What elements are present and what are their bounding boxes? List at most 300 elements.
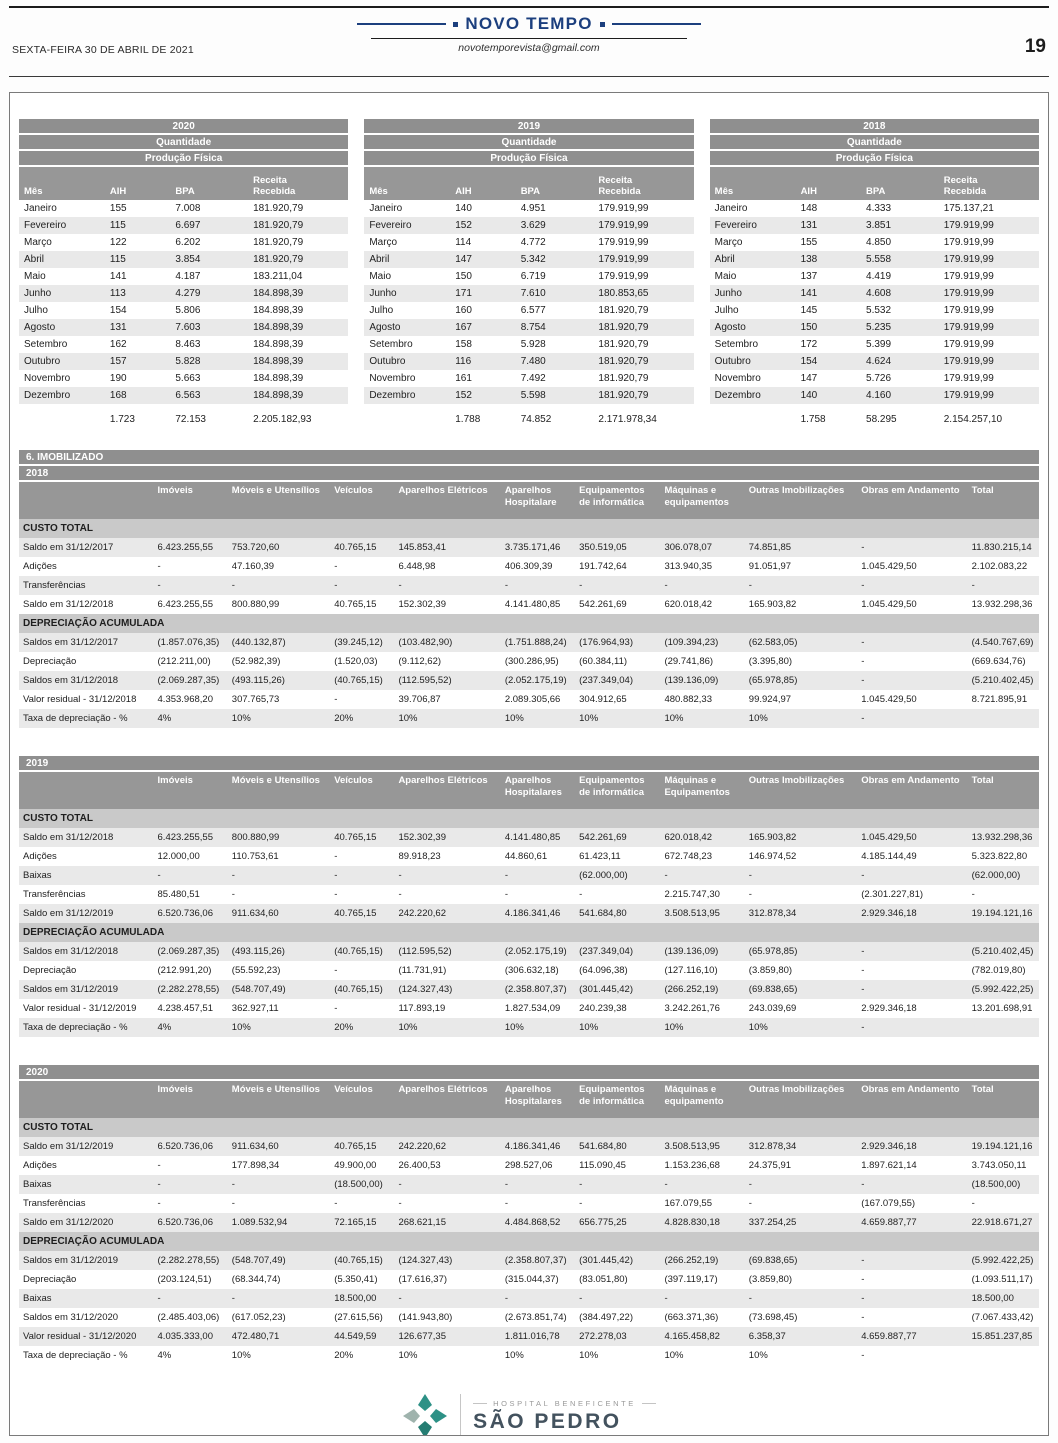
month-cell: 4.160: [861, 387, 939, 404]
value-cell: 4.141.480,85: [504, 599, 561, 610]
value-cell: -: [861, 1350, 865, 1361]
producao-fisica-bar: Produção Física: [710, 151, 1039, 165]
month-cell: Agosto: [19, 319, 105, 336]
value-cell: 4.659.887,77: [857, 1327, 967, 1346]
value-cell: (141.943,80): [398, 1312, 453, 1323]
imob-column-header: Imóveis: [154, 772, 228, 809]
imob-data-row: [19, 538, 1039, 557]
value-cell: 10%: [228, 1018, 330, 1037]
month-cell: 181.920,79: [248, 217, 348, 234]
month-row: [364, 200, 693, 217]
month-cell: 141: [109, 271, 127, 282]
value-cell: 115.090,45: [579, 1160, 626, 1171]
imob-data-row: [19, 671, 1039, 690]
value-cell: 242.220,62: [394, 904, 500, 923]
month-cell: Julho: [714, 305, 739, 316]
row-label: Adições: [23, 1160, 57, 1171]
row-label: Baixas: [19, 1175, 154, 1194]
value-cell: -: [579, 1198, 583, 1209]
value-cell: 99.924,97: [748, 694, 792, 705]
value-cell: 10%: [745, 709, 857, 728]
month-cell: 8.754: [516, 319, 594, 336]
month-cell: 137: [800, 271, 818, 282]
value-cell: 10%: [575, 1018, 660, 1037]
imob-data-row: [19, 557, 1039, 576]
content-box: [9, 92, 1049, 1436]
value-cell: 1.045.429,50: [861, 694, 917, 705]
total-cell: 1.758: [800, 414, 826, 425]
month-cell: 181.920,79: [253, 203, 304, 214]
month-cell: 5.558: [861, 251, 939, 268]
value-cell: (266.252,19): [660, 980, 744, 999]
month-cell: 5.532: [866, 305, 892, 316]
month-cell: Maio: [24, 271, 46, 282]
value-cell: (663.371,36): [664, 1312, 719, 1323]
value-cell: 22.918.671,27: [968, 1213, 1039, 1232]
value-cell: -: [861, 1312, 865, 1323]
value-cell: (5.992.422,25): [968, 1251, 1039, 1270]
row-label: Saldos em 31/12/2019: [19, 1251, 154, 1270]
month-row: [364, 370, 693, 387]
value-cell: 1.811.016,78: [501, 1327, 575, 1346]
value-cell: -: [228, 866, 330, 885]
month-row: [19, 285, 348, 302]
value-cell: 13.932.298,36: [968, 828, 1039, 847]
month-cell: 5.342: [516, 251, 594, 268]
month-cell: 181.920,79: [593, 319, 693, 336]
total-cell: [710, 404, 796, 428]
value-cell: 542.261,69: [579, 599, 627, 610]
value-cell: 152.302,39: [394, 828, 500, 847]
hospital-subtitle: HOSPITAL BENEFICENTE: [493, 1398, 636, 1408]
imob-year-bar: 2018: [19, 466, 1039, 480]
value-cell: -: [857, 1018, 967, 1037]
month-cell: Março: [714, 237, 743, 248]
value-cell: 117.893,19: [398, 1003, 446, 1014]
value-cell: 6.520.736,06: [154, 1137, 228, 1156]
monthly-table-2020: [19, 119, 348, 428]
total-cell: 1.788: [455, 414, 481, 425]
imob-section-row: [19, 614, 1039, 633]
section-label: DEPRECIAÇÃO ACUMULADA: [19, 923, 1039, 942]
value-cell: (124.327,43): [394, 980, 500, 999]
month-cell: 181.920,79: [598, 339, 649, 350]
month-cell: Junho: [364, 285, 450, 302]
month-cell: 150: [796, 319, 861, 336]
month-row: [19, 370, 348, 387]
month-cell: 148: [800, 203, 818, 214]
total-cell: 72.153: [175, 414, 206, 425]
month-cell: Dezembro: [710, 387, 796, 404]
value-cell: -: [334, 1198, 338, 1209]
imob-label-column-header: [19, 772, 154, 809]
month-row: [19, 302, 348, 319]
imob-data-row: [19, 576, 1039, 595]
imobilizado-data-table: [19, 1081, 1039, 1365]
month-cell: 179.919,99: [939, 353, 1039, 370]
section-label: DEPRECIAÇÃO ACUMULADA: [19, 614, 1039, 633]
value-cell: (2.301.227,81): [861, 889, 924, 900]
value-cell: 350.519,05: [575, 538, 660, 557]
monthly-header-row: [19, 167, 348, 200]
imob-label-column-header: [19, 482, 154, 519]
value-cell: 40.765,15: [330, 1137, 394, 1156]
month-cell: 7.492: [520, 373, 546, 384]
value-cell: 18.500,00: [330, 1289, 394, 1308]
value-cell: (65.978,85): [745, 671, 857, 690]
value-cell: -: [861, 656, 865, 667]
value-cell: 10%: [501, 709, 575, 728]
month-cell: 3.854: [170, 251, 248, 268]
value-cell: 10%: [394, 709, 500, 728]
imobilizado-data-table: [19, 482, 1039, 728]
value-cell: 146.974,52: [748, 851, 797, 862]
producao-fisica-bar: Produção Física: [19, 151, 348, 165]
value-cell: 3.743.050,11: [971, 1160, 1027, 1171]
total-cell: [364, 404, 450, 428]
imob-data-row: [19, 1175, 1039, 1194]
imob-column-header: Máquinas e Equipamentos: [660, 772, 744, 809]
imob-data-row: [19, 847, 1039, 866]
total-cell: 2.171.978,34: [598, 414, 657, 425]
value-cell: (1.751.888,24): [501, 633, 575, 652]
value-cell: 240.239,38: [579, 1003, 627, 1014]
imob-column-header: Veículos: [330, 772, 394, 809]
row-label: Saldo em 31/12/2019: [19, 904, 154, 923]
row-label: Saldos em 31/12/2018: [19, 671, 154, 690]
value-cell: 40.765,15: [330, 828, 394, 847]
value-cell: 2.215.747,30: [664, 889, 720, 900]
imob-column-header: Aparelhos Hospitalares: [501, 772, 575, 809]
value-cell: (69.838,65): [745, 1251, 857, 1270]
value-cell: (27.615,56): [334, 1312, 383, 1323]
value-cell: (73.698,45): [748, 1312, 798, 1323]
imob-column-header: Total: [968, 1081, 1039, 1118]
month-cell: 179.919,99: [943, 305, 994, 316]
imob-column-header: Máquinas e equipamentos: [660, 482, 744, 519]
imob-column-header: Obras em Andamento: [857, 1081, 967, 1118]
value-cell: -: [154, 866, 228, 885]
value-cell: 13.201.698,91: [971, 1003, 1033, 1014]
masthead-rule-right: [612, 23, 701, 25]
value-cell: (40.765,15): [330, 980, 394, 999]
value-cell: 6.448,98: [398, 561, 436, 572]
month-cell: 7.480: [516, 353, 594, 370]
imob-data-row: [19, 942, 1039, 961]
monthly-data-table: [19, 167, 348, 428]
month-cell: Dezembro: [364, 387, 450, 404]
month-cell: 181.920,79: [598, 373, 649, 384]
value-cell: -: [857, 1175, 967, 1194]
imob-header-row: [19, 482, 1039, 519]
hospital-logo-text: [473, 1399, 656, 1434]
value-cell: -: [575, 576, 660, 595]
imob-data-row: [19, 1289, 1039, 1308]
imob-year-bar: 2020: [19, 1065, 1039, 1079]
value-cell: 10%: [745, 1018, 857, 1037]
value-cell: -: [157, 1198, 161, 1209]
month-cell: 4.279: [170, 285, 248, 302]
value-cell: 18.500,00: [968, 1289, 1039, 1308]
value-cell: (167.079,55): [861, 1198, 916, 1209]
value-cell: -: [971, 1198, 975, 1209]
imob-header-row: [19, 772, 1039, 809]
month-cell: 145: [800, 305, 818, 316]
month-row: [364, 319, 693, 336]
month-cell: Setembro: [714, 339, 759, 350]
value-cell: 91.051,97: [748, 561, 792, 572]
month-cell: Março: [369, 237, 398, 248]
month-cell: 180.853,65: [593, 285, 693, 302]
total-cell: 2.205.182,93: [253, 414, 312, 425]
month-cell: 6.697: [170, 217, 248, 234]
month-cell: 4.951: [520, 203, 546, 214]
value-cell: -: [745, 576, 857, 595]
month-cell: 7.603: [170, 319, 248, 336]
value-cell: -: [857, 671, 967, 690]
value-cell: 542.261,69: [575, 828, 660, 847]
column-header-label: BPA: [866, 186, 886, 197]
value-cell: (11.731,91): [398, 965, 447, 976]
month-cell: Janeiro: [714, 203, 748, 214]
imob-column-header: Outras Imobilizações: [745, 1081, 857, 1118]
month-cell: 5.806: [175, 305, 201, 316]
value-cell: -: [154, 1289, 228, 1308]
imob-column-header: Veículos: [330, 482, 394, 519]
value-cell: -: [748, 1198, 752, 1209]
value-cell: (2.052.175,19): [501, 942, 575, 961]
value-cell: 4.141.480,85: [501, 828, 575, 847]
value-cell: -: [157, 561, 161, 572]
value-cell: 4.353.968,20: [157, 694, 213, 705]
value-cell: 177.898,34: [231, 1160, 280, 1171]
imobilizado-data-table: [19, 772, 1039, 1037]
value-cell: (17.616,37): [398, 1274, 448, 1285]
row-label: Taxa de depreciação - %: [23, 1350, 128, 1361]
value-cell: 3.508.513,95: [660, 1137, 744, 1156]
month-cell: Fevereiro: [710, 217, 796, 234]
month-row: [19, 268, 348, 285]
month-cell: 179.919,99: [593, 251, 693, 268]
value-cell: 6.520.736,06: [154, 1213, 228, 1232]
month-cell: 167: [450, 319, 515, 336]
monthly-table-2018: [710, 119, 1039, 428]
value-cell: (40.765,15): [330, 1251, 394, 1270]
value-cell: -: [660, 1175, 744, 1194]
column-header-label: Receita Recebida: [943, 175, 986, 197]
value-cell: 10%: [660, 709, 744, 728]
value-cell: 167.079,55: [664, 1198, 712, 1209]
month-cell: 115: [105, 251, 170, 268]
imob-year-bar: 2019: [19, 756, 1039, 770]
imob-data-row: [19, 633, 1039, 652]
monthly-data-table: [710, 167, 1039, 428]
imob-data-row: [19, 904, 1039, 923]
month-cell: Abril: [19, 251, 105, 268]
imob-data-row: [19, 961, 1039, 980]
value-cell: 298.527,06: [504, 1160, 553, 1171]
month-cell: Novembro: [24, 373, 71, 384]
page-number: 19: [1024, 36, 1046, 57]
row-label: Saldo em 31/12/2017: [19, 538, 154, 557]
month-cell: 184.898,39: [248, 319, 348, 336]
month-cell: Julho: [369, 305, 394, 316]
month-cell: 184.898,39: [253, 305, 304, 316]
value-cell: 911.634,60: [228, 1137, 330, 1156]
imob-column-header: Imóveis: [154, 1081, 228, 1118]
total-cell: 74.852: [520, 414, 552, 425]
value-cell: (127.116,10): [664, 965, 718, 976]
value-cell: 672.748,23: [664, 851, 712, 862]
value-cell: 4.035.333,00: [154, 1327, 228, 1346]
value-cell: (548.707,49): [228, 980, 330, 999]
value-cell: 1.045.429,50: [861, 561, 917, 572]
value-cell: 44.549,59: [330, 1327, 394, 1346]
month-cell: Novembro: [369, 373, 416, 384]
value-cell: (301.445,42): [575, 980, 660, 999]
value-cell: 10%: [394, 1018, 500, 1037]
value-cell: (2.358.807,37): [501, 1251, 575, 1270]
quantidade-bar: Quantidade: [364, 135, 693, 149]
imob-data-row: [19, 980, 1039, 999]
value-cell: 3.735.171,46: [501, 538, 575, 557]
month-cell: 184.898,39: [248, 285, 348, 302]
value-cell: 4.659.887,77: [857, 1213, 967, 1232]
imob-data-row: [19, 1270, 1039, 1289]
month-cell: 184.898,39: [248, 387, 348, 404]
month-cell: 160: [455, 305, 472, 316]
value-cell: 4%: [157, 1350, 172, 1361]
imob-data-row: [19, 828, 1039, 847]
value-cell: 10%: [660, 1018, 744, 1037]
monthly-column-header: [710, 167, 796, 200]
imob-column-header: Móveis e Utensílios: [228, 482, 330, 519]
section-label: DEPRECIAÇÃO ACUMULADA: [19, 1232, 1039, 1251]
value-cell: 1.153.236,68: [664, 1160, 720, 1171]
value-cell: (18.500,00): [968, 1175, 1039, 1194]
value-cell: (300.286,95): [504, 656, 559, 667]
month-cell: 115: [105, 217, 170, 234]
value-cell: 39.706,87: [398, 694, 441, 705]
month-cell: Outubro: [364, 353, 450, 370]
imob-data-row: [19, 1018, 1039, 1037]
value-cell: (2.282.278,55): [154, 980, 228, 999]
value-cell: -: [154, 576, 228, 595]
imob-section-row: [19, 809, 1039, 828]
value-cell: (1.093.511,17): [971, 1274, 1033, 1285]
month-cell: 7.008: [175, 203, 201, 214]
value-cell: -: [501, 866, 575, 885]
year-header-bar: 2018: [710, 119, 1039, 133]
month-cell: 184.898,39: [248, 353, 348, 370]
value-cell: 12.000,00: [157, 851, 200, 862]
imob-data-row: [19, 1346, 1039, 1365]
value-cell: 10%: [231, 1350, 251, 1361]
month-cell: 5.598: [516, 387, 594, 404]
month-row: [19, 234, 348, 251]
month-cell: Janeiro: [369, 203, 403, 214]
value-cell: (3.859,80): [748, 1274, 793, 1285]
value-cell: 268.621,15: [394, 1213, 500, 1232]
value-cell: -: [857, 576, 967, 595]
month-cell: Novembro: [714, 373, 761, 384]
month-cell: 138: [796, 251, 861, 268]
month-cell: Setembro: [369, 339, 413, 350]
value-cell: (5.210.402,45): [968, 942, 1039, 961]
value-cell: 2.929.346,18: [857, 904, 967, 923]
value-cell: 11.830.215,14: [968, 538, 1039, 557]
masthead-title-row: [357, 14, 701, 34]
month-cell: 184.898,39: [253, 339, 304, 350]
value-cell: (55.592,23): [231, 965, 281, 976]
imob-column-header: Aparelhos Elétricos: [394, 772, 500, 809]
value-cell: 1.045.429,50: [857, 828, 967, 847]
value-cell: 2.929.346,18: [861, 1003, 917, 1014]
month-cell: 181.920,79: [593, 387, 693, 404]
monthly-column-header: [516, 167, 594, 200]
month-cell: 3.629: [516, 217, 594, 234]
month-cell: 152: [450, 217, 515, 234]
imob-column-header: Imóveis: [154, 482, 228, 519]
monthly-column-header: [19, 167, 105, 200]
value-cell: (68.344,74): [231, 1274, 281, 1285]
value-cell: 4%: [154, 709, 228, 728]
value-cell: (5.210.402,45): [968, 671, 1039, 690]
month-cell: 122: [109, 237, 127, 248]
value-cell: 406.309,39: [504, 561, 553, 572]
value-cell: 6.358,37: [745, 1327, 857, 1346]
value-cell: -: [330, 576, 394, 595]
row-label: Valor residual - 31/12/2018: [23, 694, 137, 705]
masthead-rule-left: [357, 23, 446, 25]
month-row: [710, 217, 1039, 234]
month-cell: 4.850: [866, 237, 892, 248]
month-row: [364, 285, 693, 302]
imob-data-row: [19, 652, 1039, 671]
month-cell: Julho: [24, 305, 48, 316]
month-cell: 184.898,39: [253, 373, 304, 384]
value-cell: 20%: [330, 709, 394, 728]
value-cell: -: [660, 866, 744, 885]
month-cell: 4.772: [520, 237, 546, 248]
imobilizado-block-2018: [19, 466, 1039, 728]
row-label: Saldos em 31/12/2020: [23, 1312, 119, 1323]
month-cell: 179.919,99: [939, 285, 1039, 302]
total-cell: 2.154.257,10: [943, 414, 1003, 425]
value-cell: 1.045.429,50: [861, 599, 917, 610]
value-cell: -: [334, 851, 338, 862]
value-cell: -: [857, 1289, 967, 1308]
month-cell: 179.919,99: [598, 271, 649, 282]
issue-date: SEXTA-FEIRA 30 DE ABRIL DE 2021: [12, 44, 194, 56]
month-cell: Abril: [710, 251, 796, 268]
value-cell: -: [334, 965, 338, 976]
month-cell: Fevereiro: [364, 217, 450, 234]
value-cell: -: [228, 1175, 330, 1194]
imob-section-row: [19, 923, 1039, 942]
monthly-total-row: [19, 404, 348, 428]
value-cell: 165.903,82: [745, 828, 857, 847]
month-row: [710, 370, 1039, 387]
value-cell: -: [394, 866, 500, 885]
value-cell: (2.069.287,35): [154, 942, 228, 961]
month-cell: 190: [109, 373, 127, 384]
value-cell: (548.707,49): [228, 1251, 330, 1270]
monthly-column-header: [248, 167, 348, 200]
month-row: [364, 217, 693, 234]
value-cell: 337.254,25: [745, 1213, 857, 1232]
top-rule: [9, 6, 1049, 8]
